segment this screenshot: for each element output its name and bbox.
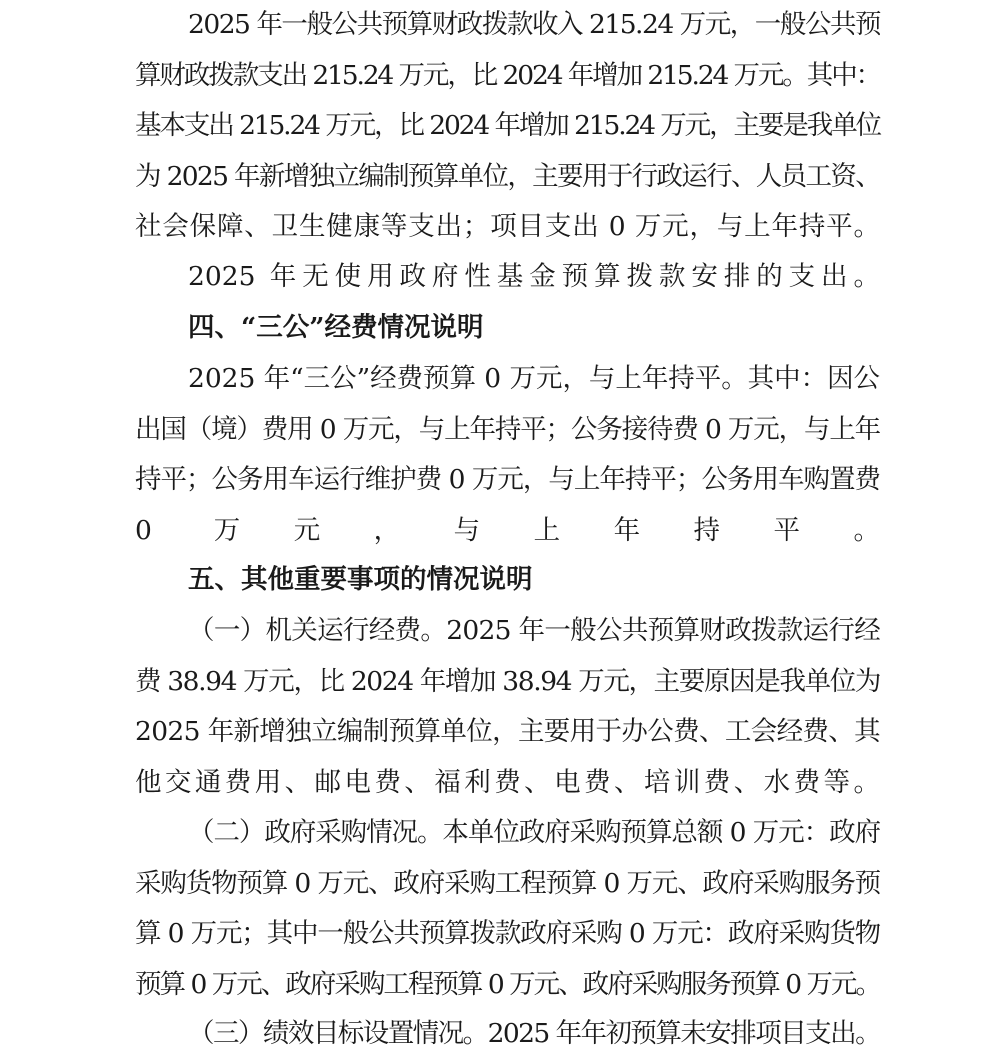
- text-line: 持平；公务用车运行维护费 0 万元，与上年持平；公务用车购置费: [135, 464, 880, 495]
- text-line: 为 2025 年新增独立编制预算单位，主要用于行政运行、人员工资、: [135, 160, 880, 192]
- text-line: 算财政拨款支出 215.24 万元，比 2024 年增加 215.24 万元。其中：: [135, 59, 880, 91]
- section-heading-other-matters: 五、其他重要事项的情况说明: [188, 564, 533, 595]
- text-line: 2025 年一般公共预算财政拨款收入 215.24 万元，一般公共预: [188, 9, 880, 40]
- section-heading-three-public-expenses: 四、“三公”经费情况说明: [188, 312, 484, 343]
- text-line: （二）政府采购情况。本单位政府采购预算总额 0 万元：政府: [188, 817, 880, 848]
- text-line: 费 38.94 万元，比 2024 年增加 38.94 万元，主要原因是我单位为: [135, 665, 880, 697]
- text-line: （一）机关运行经费。2025 年一般公共预算财政拨款运行经: [188, 615, 880, 646]
- text-line: 他交通费用、邮电费、福利费、电费、培训费、水费等。: [135, 766, 880, 798]
- paragraph-performance-targets: [135, 1009, 880, 1060]
- text-line: 2025 年“三公”经费预算 0 万元，与上年持平。其中：因公: [188, 363, 880, 394]
- text-line: （三）绩效目标设置情况。2025 年年初预算未安排项目支出。: [188, 1018, 880, 1049]
- text-line: 0 万元，与上年持平。: [135, 514, 880, 546]
- text-line: 采购货物预算 0 万元、政府采购工程预算 0 万元、政府采购服务预: [135, 867, 880, 899]
- paragraph-government-fund: [135, 252, 880, 303]
- text-line: 算 0 万元；其中一般公共预算拨款政府采购 0 万元：政府采购货物: [135, 918, 880, 949]
- text-line: 出国（境）费用 0 万元，与上年持平；公务接待费 0 万元，与上年: [135, 413, 880, 445]
- text-line: 2025 年新增独立编制预算单位，主要用于办公费、工会经费、其: [135, 716, 880, 747]
- paragraph-three-public-expenses: [135, 354, 880, 556]
- text-line: 2025 年无使用政府性基金预算拨款安排的支出。: [188, 261, 880, 292]
- paragraph-operating-expenses: [135, 606, 880, 808]
- text-line: 预算 0 万元、政府采购工程预算 0 万元、政府采购服务预算 0 万元。: [135, 968, 880, 1000]
- paragraph-budget-allocation: [135, 0, 880, 253]
- text-line: 社会保障、卫生健康等支出；项目支出 0 万元，与上年持平。: [135, 211, 880, 242]
- paragraph-government-procurement: [135, 808, 880, 1010]
- text-line: 基本支出 215.24 万元，比 2024 年增加 215.24 万元，主要是我单位: [135, 110, 880, 141]
